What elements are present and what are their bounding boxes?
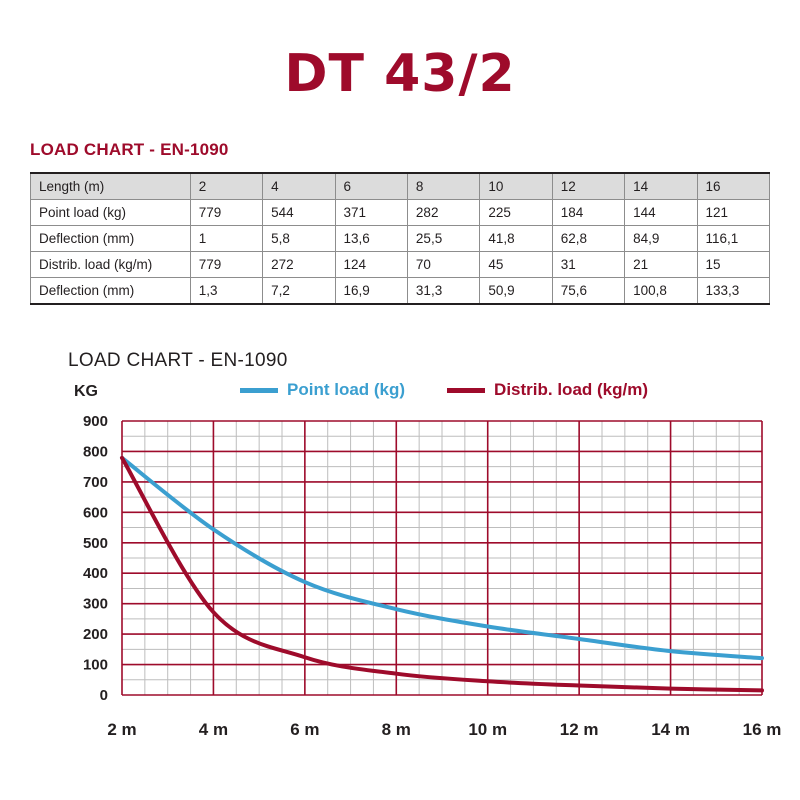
- table-cell: 371: [335, 200, 407, 226]
- table-cell: 75,6: [552, 278, 624, 305]
- row-label: Deflection (mm): [31, 278, 191, 305]
- table-cell: 225: [480, 200, 552, 226]
- table-cell: 70: [407, 252, 479, 278]
- table-cell: 21: [625, 252, 697, 278]
- table-header-cell: 12: [552, 173, 624, 200]
- table-cell: 144: [625, 200, 697, 226]
- y-tick-label: 800: [82, 443, 108, 461]
- chart-legend: [240, 380, 648, 400]
- table-cell: 272: [263, 252, 335, 278]
- y-tick-label: 100: [82, 656, 108, 674]
- chart-title: LOAD CHART - EN-1090: [68, 350, 288, 371]
- x-tick-label: 16 m: [742, 720, 782, 739]
- table-cell: 184: [552, 200, 624, 226]
- table-cell: 41,8: [480, 226, 552, 252]
- table-cell: 282: [407, 200, 479, 226]
- table-cell: 7,2: [263, 278, 335, 305]
- chart-plot-area: [0, 405, 800, 765]
- table-header-row: [31, 173, 770, 200]
- y-tick-label: 0: [99, 687, 108, 704]
- table-header-cell: 10: [480, 173, 552, 200]
- legend-line-icon: [240, 388, 278, 393]
- legend-label: Distrib. load (kg/m): [494, 380, 649, 399]
- table-cell: 16,9: [335, 278, 407, 305]
- row-label: Deflection (mm): [31, 226, 191, 252]
- table-cell: 121: [697, 200, 769, 226]
- y-tick-label: 300: [82, 595, 108, 613]
- load-data-table: [30, 172, 770, 305]
- table-cell: 116,1: [697, 226, 769, 252]
- load-chart-svg: [0, 405, 800, 765]
- y-tick-label: 900: [82, 413, 108, 430]
- table-header-cell: 4: [263, 173, 335, 200]
- table-cell: 133,3: [697, 278, 769, 305]
- legend-item-point-load: [240, 380, 405, 400]
- table-cell: 1,3: [190, 278, 262, 305]
- table-cell: 25,5: [407, 226, 479, 252]
- table-row: [31, 226, 770, 252]
- table-cell: 31,3: [407, 278, 479, 305]
- table-header-cell: 16: [697, 173, 769, 200]
- y-tick-label: 200: [82, 626, 108, 644]
- page-title: DT 43/2: [284, 44, 516, 104]
- table-row: [31, 252, 770, 278]
- chart-unit-label: KG: [74, 383, 98, 400]
- x-tick-label: 12 m: [559, 720, 599, 739]
- x-tick-label: 10 m: [468, 720, 508, 739]
- table-row: [31, 278, 770, 305]
- y-tick-label: 700: [82, 473, 108, 491]
- table-header-cell: 6: [335, 173, 407, 200]
- x-axis-tick-labels: [107, 720, 781, 739]
- table-row: [31, 200, 770, 226]
- x-tick-label: 8 m: [381, 720, 411, 739]
- legend-label: Point load (kg): [287, 380, 406, 399]
- grid-minor: [122, 421, 762, 695]
- x-tick-label: 6 m: [290, 720, 320, 739]
- row-label: Distrib. load (kg/m): [31, 252, 191, 278]
- table-header-cell: 2: [190, 173, 262, 200]
- legend-line-icon: [447, 388, 485, 393]
- row-label: Point load (kg): [31, 200, 191, 226]
- table-cell: 544: [263, 200, 335, 226]
- table-cell: 5,8: [263, 226, 335, 252]
- table-cell: 1: [190, 226, 262, 252]
- table-header-cell: Length (m): [31, 173, 191, 200]
- table-cell: 45: [480, 252, 552, 278]
- x-tick-label: 4 m: [198, 720, 229, 739]
- table-cell: 62,8: [552, 226, 624, 252]
- table-cell: 31: [552, 252, 624, 278]
- table-cell: 84,9: [625, 226, 697, 252]
- table-cell: 779: [190, 252, 262, 278]
- table-cell: 124: [335, 252, 407, 278]
- y-tick-label: 400: [82, 565, 108, 583]
- y-tick-label: 500: [82, 534, 108, 552]
- table-cell: 13,6: [335, 226, 407, 252]
- table-header-cell: 8: [407, 173, 479, 200]
- legend-item-distrib-load: [447, 380, 648, 400]
- table-heading: LOAD CHART - EN-1090: [30, 140, 229, 159]
- x-tick-label: 2 m: [107, 720, 137, 739]
- table-cell: 50,9: [480, 278, 552, 305]
- x-tick-label: 14 m: [651, 720, 690, 739]
- y-tick-label: 600: [82, 504, 108, 522]
- y-axis-tick-labels: [83, 413, 108, 704]
- table-cell: 15: [697, 252, 769, 278]
- table-header-cell: 14: [625, 173, 697, 200]
- table-cell: 779: [190, 200, 262, 226]
- table-cell: 100,8: [625, 278, 697, 305]
